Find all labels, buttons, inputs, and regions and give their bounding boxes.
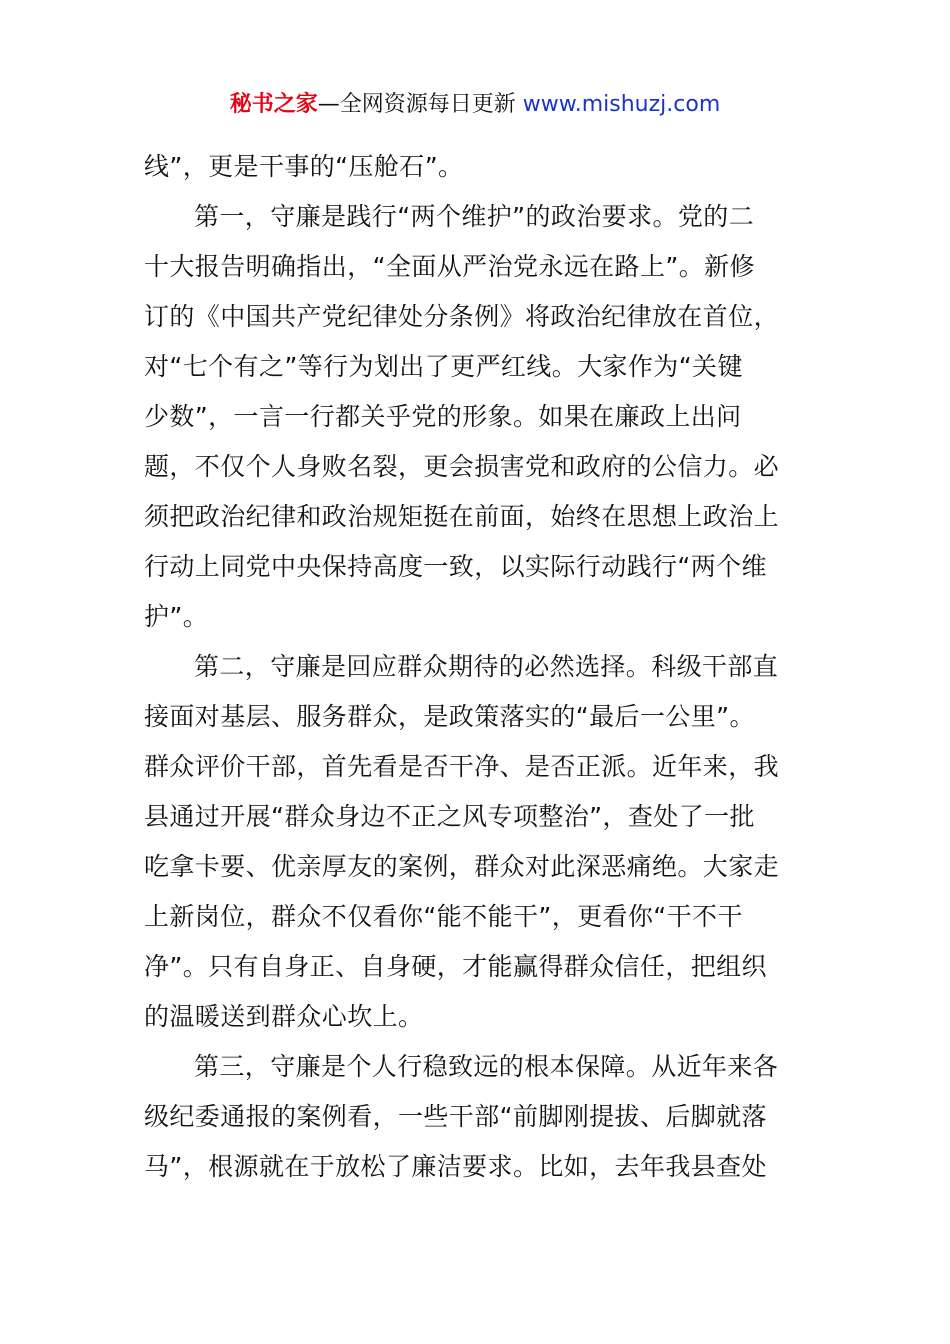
text-line: 上新岗位，群众不仅看你“能不能干”，更看你“干不干 bbox=[144, 902, 743, 931]
text-line: 级纪委通报的案例看，一些干部“前脚刚提拔、后脚就落 bbox=[144, 1102, 767, 1131]
text-line: 净”。只有自身正、自身硬，才能赢得群众信任，把组织 bbox=[144, 952, 767, 981]
text-line: 吃拿卡要、优亲厚友的案例，群众对此深恶痛绝。大家走 bbox=[144, 852, 780, 881]
paragraph-3-start: 第三，守廉是个人行稳致远的根本保障。从近年来各 bbox=[194, 1052, 779, 1081]
text-line: 题，不仅个人身败名裂，更会损害党和政府的公信力。必 bbox=[144, 452, 780, 481]
text-line: 订的《中国共产党纪律处分条例》将政治纪律放在首位， bbox=[144, 302, 780, 331]
text-line: 对“七个有之”等行为划出了更严红线。大家作为“关键 bbox=[144, 352, 743, 381]
text-line: 线”，更是干事的“压舱石”。 bbox=[144, 152, 464, 181]
paragraph-2-start: 第二，守廉是回应群众期待的必然选择。科级干部直 bbox=[194, 652, 779, 681]
site-brand: 秘书之家 bbox=[229, 92, 318, 117]
text-line: 群众评价干部，首先看是否干净、是否正派。近年来，我 bbox=[144, 752, 780, 781]
site-slogan: —全网资源每日更新 bbox=[317, 92, 523, 117]
text-line: 护”。 bbox=[144, 602, 209, 631]
site-url-link[interactable]: www.mishuzj.com bbox=[522, 92, 721, 117]
text-line: 接面对基层、服务群众，是政策落实的“最后一公里”。 bbox=[144, 702, 755, 731]
document-body bbox=[144, 142, 808, 1192]
text-line: 少数”，一言一行都关乎党的形象。如果在廉政上出问 bbox=[144, 402, 742, 431]
text-line: 十大报告明确指出，“全面从严治党永远在路上”。新修 bbox=[144, 252, 755, 281]
text-line: 县通过开展“群众身边不正之风专项整治”，查处了一批 bbox=[144, 802, 755, 831]
text-line: 马”，根源就在于放松了廉洁要求。比如，去年我县查处 bbox=[144, 1152, 767, 1181]
text-line: 须把政治纪律和政治规矩挺在前面，始终在思想上政治上 bbox=[144, 502, 780, 531]
text-line: 的温暖送到群众心坎上。 bbox=[144, 1002, 424, 1031]
site-header bbox=[0, 88, 950, 122]
paragraph-1-start: 第一，守廉是践行“两个维护”的政治要求。党的二 bbox=[194, 202, 755, 231]
text-line: 行动上同党中央保持高度一致，以实际行动践行“两个维 bbox=[144, 552, 767, 581]
